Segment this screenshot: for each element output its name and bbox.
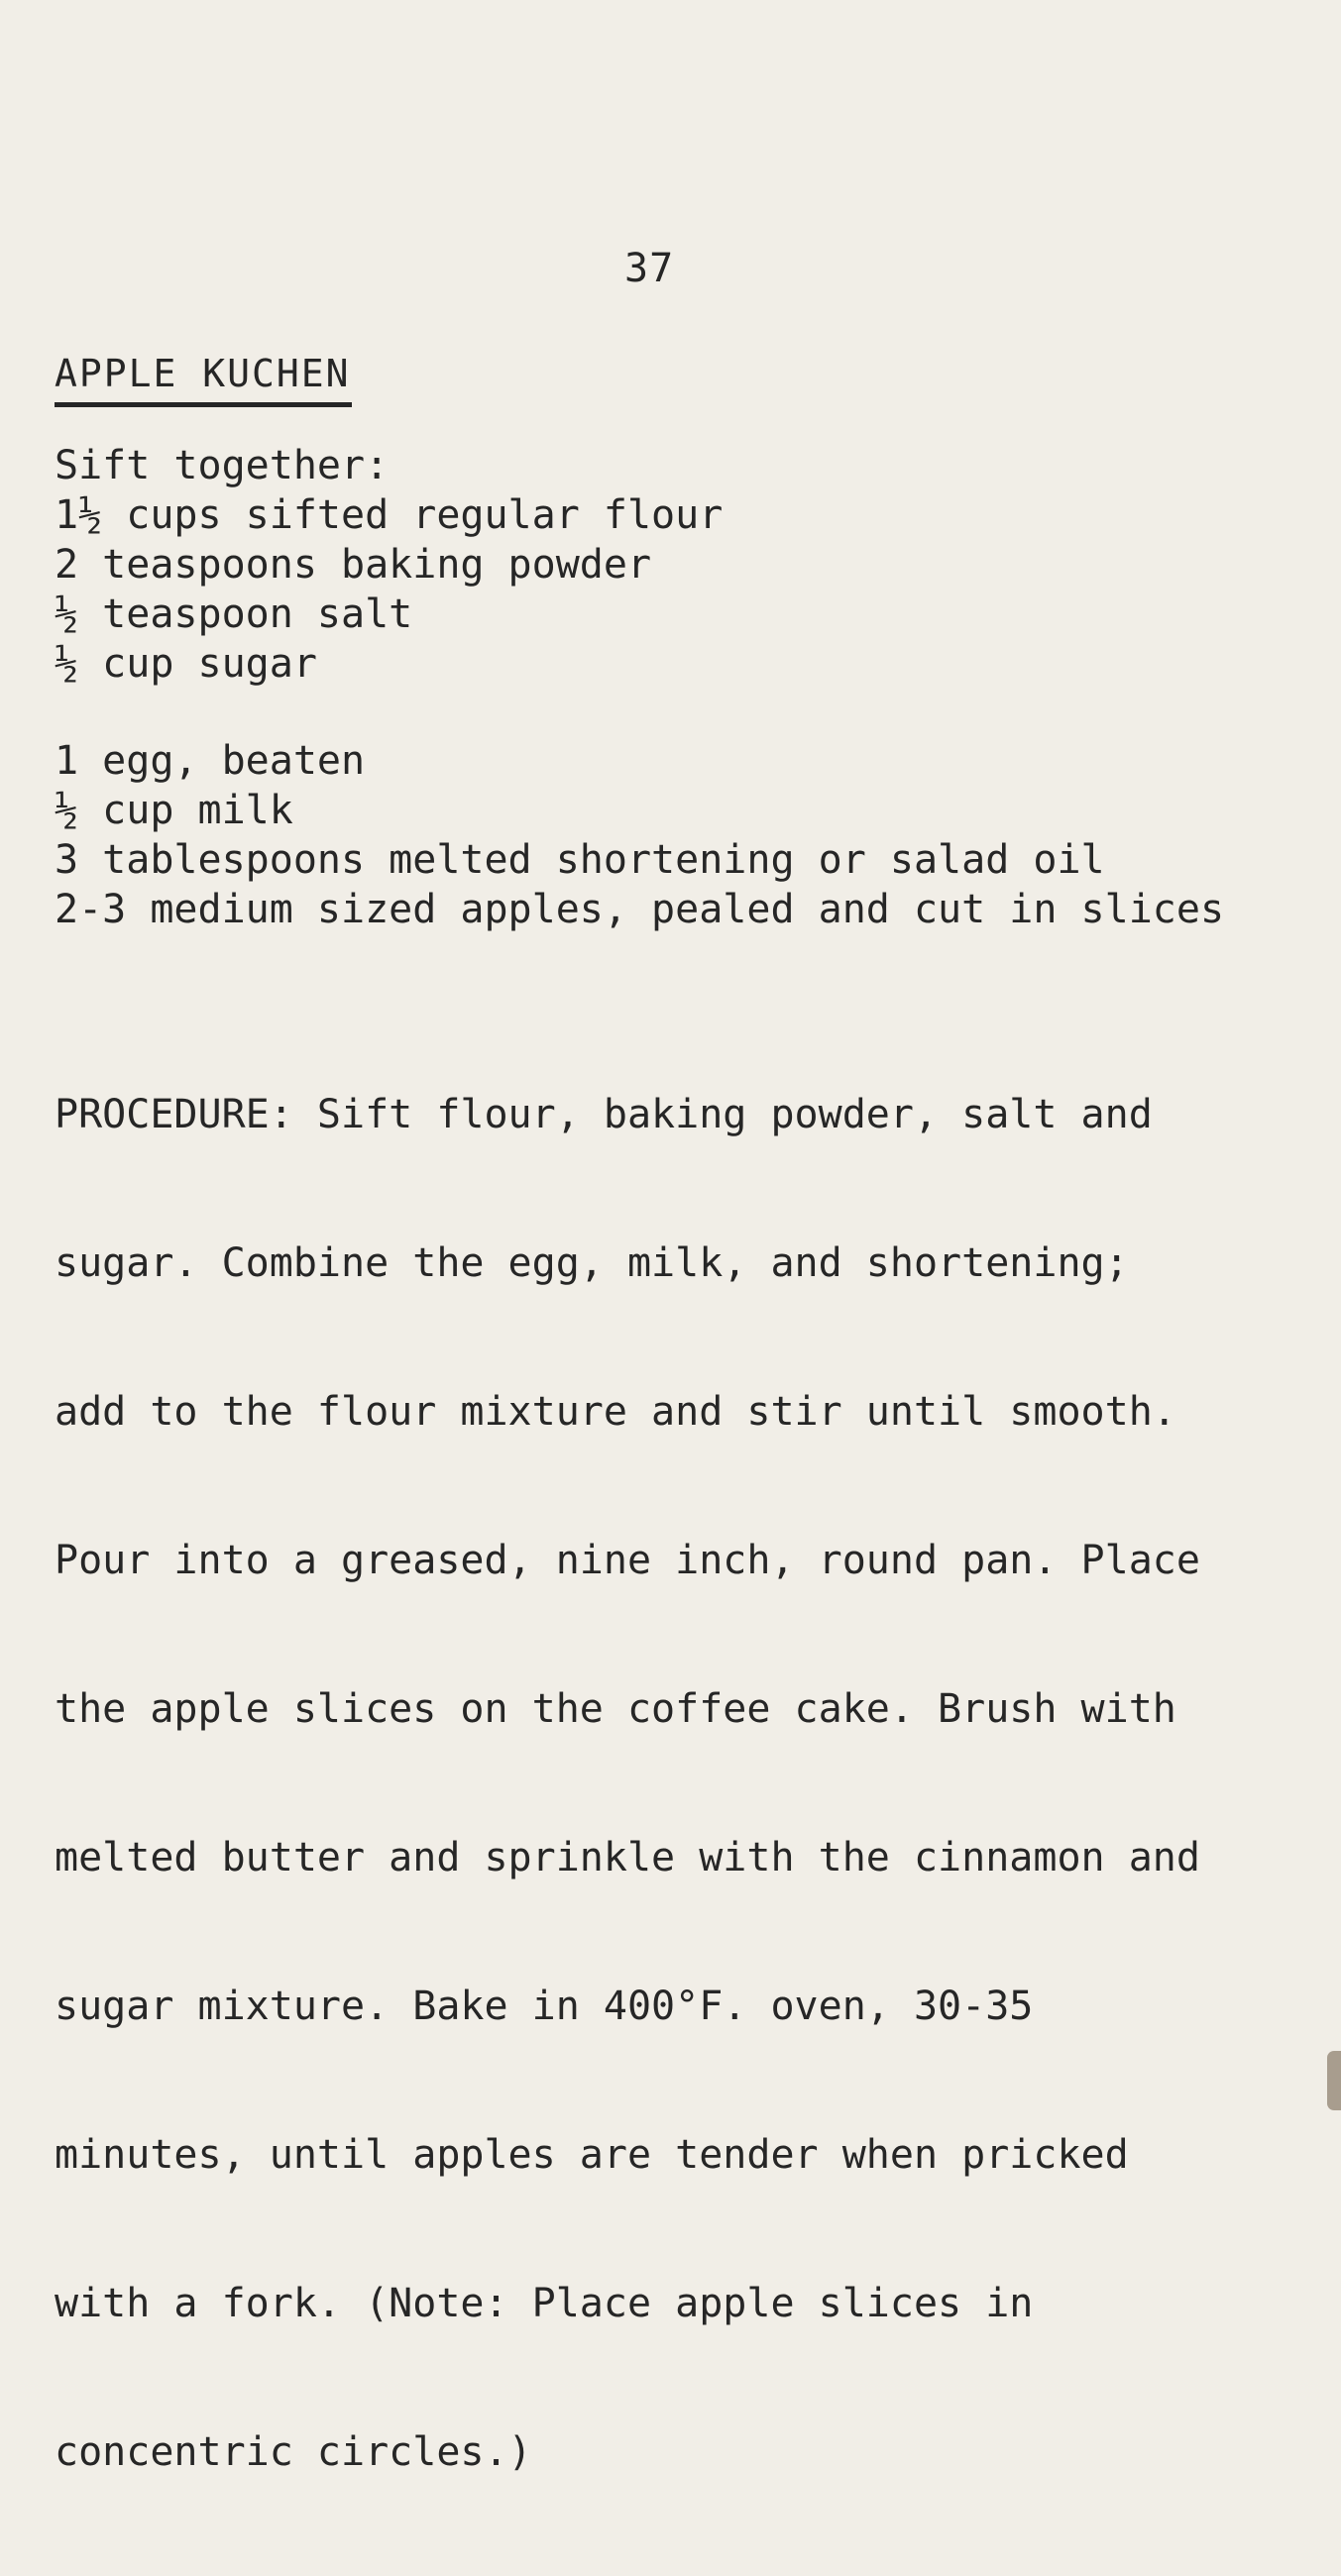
ingredient-line: ½ teaspoon salt (55, 591, 413, 637)
procedure-line: sugar. Combine the egg, milk, and shortening; (55, 1240, 1129, 1286)
procedure-line: Pour into a greased, nine inch, round pan. Place (55, 1538, 1200, 1583)
recipe-title: APPLE KUCHEN (55, 352, 351, 395)
procedure-line: concentric circles.) (55, 2429, 532, 2475)
procedure-line: minutes, until apples are tender when pricked (55, 2132, 1129, 2178)
title-underline (55, 402, 352, 407)
ingredient-line: Sift together: (55, 443, 390, 488)
ingredient-line: ½ cup sugar (55, 641, 317, 687)
ingredient-line: 1 egg, beaten (55, 738, 366, 784)
ingredient-list (55, 441, 1224, 934)
paper-stain-mark (1327, 2051, 1341, 2110)
procedure-line: the apple slices on the coffee cake. Brush with (55, 1686, 1176, 1732)
ingredient-line: 2 teaspoons baking powder (55, 542, 652, 588)
ingredient-line: 1½ cups sifted regular flour (55, 492, 724, 538)
procedure-line: with a fork. (Note: Place apple slices in (55, 2281, 1034, 2326)
procedure-line: add to the flour mixture and stir until smooth. (55, 1389, 1176, 1435)
ingredient-line: ½ cup milk (55, 788, 293, 833)
ingredient-line: 2-3 medium sized apples, pealed and cut in slices (55, 887, 1225, 932)
page-number: 37 (624, 246, 675, 291)
procedure-line: PROCEDURE: Sift flour, baking powder, salt and (55, 1092, 1153, 1137)
procedure-text (55, 991, 1303, 2576)
section-gap (55, 689, 1224, 736)
ingredient-line: 3 tablespoons melted shortening or salad oil (55, 837, 1105, 883)
procedure-line: melted butter and sprinkle with the cinnamon and (55, 1835, 1200, 1880)
procedure-line: sugar mixture. Bake in 400°F. oven, 30-35 (55, 1984, 1034, 2029)
